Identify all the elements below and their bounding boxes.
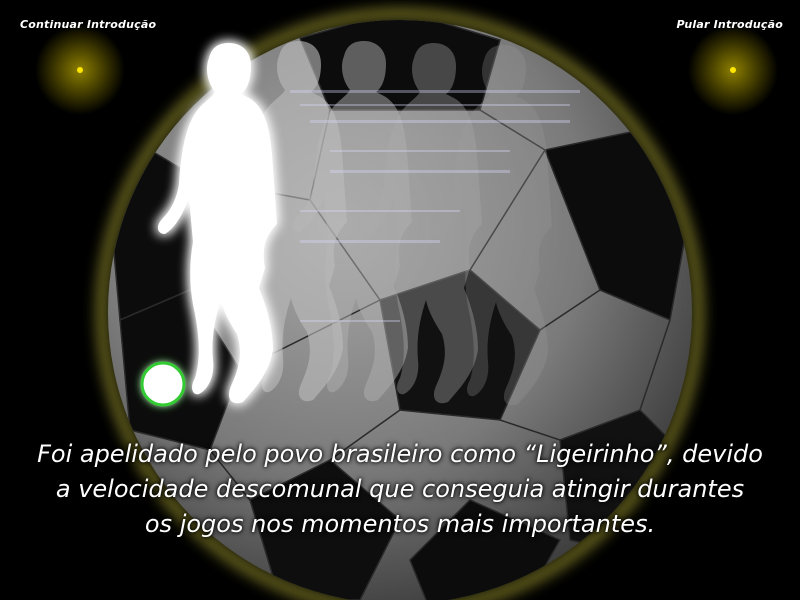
skip-intro-button[interactable]: Pular Introdução [676,18,783,31]
indicator-dot-left [77,67,83,73]
caption-line: Foi apelidado pelo povo brasileiro como “Ligeirinho”, devido [37,440,763,468]
indicator-dot-right [730,67,736,73]
intro-caption [0,437,800,542]
ball-marker-icon [142,363,184,405]
caption-line: a velocidade descomunal que conseguia atingir durantes [55,475,745,503]
continue-intro-button[interactable]: Continuar Introdução [20,18,157,31]
caption-line: os jogos nos momentos mais importantes. [144,510,656,538]
